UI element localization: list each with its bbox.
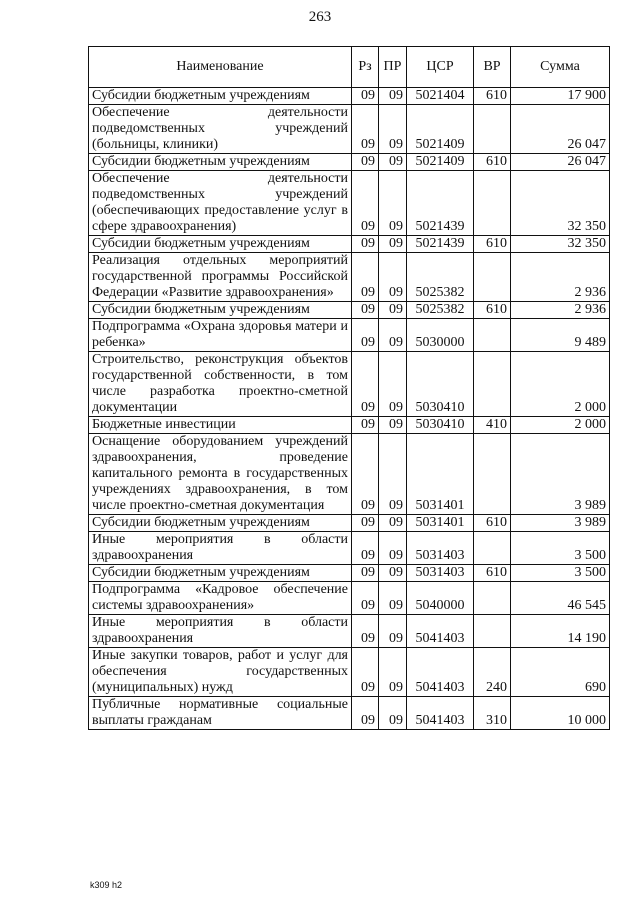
cell-csr: 5031401	[407, 515, 474, 532]
cell-sum: 10 000	[511, 697, 610, 730]
cell-csr: 5030410	[407, 417, 474, 434]
table-row	[89, 171, 610, 236]
cell-csr: 5021439	[407, 171, 474, 236]
table-header-row	[89, 47, 610, 88]
cell-rz: 09	[352, 515, 379, 532]
table-row	[89, 565, 610, 582]
table-row	[89, 532, 610, 565]
cell-name: Оснащение оборудованием учреждений здравоохранения, проведение капитального ремонта в государственных учреждениях здравоохранения, в том числе проектно-сметная документация	[89, 434, 352, 515]
cell-sum: 3 989	[511, 515, 610, 532]
cell-sum: 690	[511, 648, 610, 697]
cell-sum: 2 000	[511, 352, 610, 417]
cell-pr: 09	[379, 171, 407, 236]
cell-name: Иные мероприятия в области здравоохранения	[89, 615, 352, 648]
cell-rz: 09	[352, 352, 379, 417]
cell-vr: 610	[474, 236, 511, 253]
table-row	[89, 88, 610, 105]
cell-csr: 5025382	[407, 253, 474, 302]
cell-csr: 5025382	[407, 302, 474, 319]
cell-rz: 09	[352, 532, 379, 565]
cell-csr: 5021409	[407, 105, 474, 154]
cell-pr: 09	[379, 319, 407, 352]
cell-pr: 09	[379, 253, 407, 302]
cell-name: Субсидии бюджетным учреждениям	[89, 236, 352, 253]
cell-sum: 2 000	[511, 417, 610, 434]
header-vr: ВР	[474, 47, 511, 88]
cell-pr: 09	[379, 105, 407, 154]
table-row	[89, 515, 610, 532]
cell-rz: 09	[352, 105, 379, 154]
cell-name: Иные мероприятия в области здравоохранения	[89, 532, 352, 565]
table-row	[89, 236, 610, 253]
header-name: Наименование	[89, 47, 352, 88]
cell-name: Субсидии бюджетным учреждениям	[89, 302, 352, 319]
cell-pr: 09	[379, 236, 407, 253]
cell-sum: 26 047	[511, 105, 610, 154]
cell-rz: 09	[352, 565, 379, 582]
cell-sum: 3 989	[511, 434, 610, 515]
cell-pr: 09	[379, 302, 407, 319]
cell-name: Субсидии бюджетным учреждениям	[89, 515, 352, 532]
cell-vr: 310	[474, 697, 511, 730]
cell-sum: 46 545	[511, 582, 610, 615]
cell-csr: 5031403	[407, 532, 474, 565]
cell-pr: 09	[379, 154, 407, 171]
cell-sum: 2 936	[511, 302, 610, 319]
cell-rz: 09	[352, 582, 379, 615]
cell-sum: 32 350	[511, 171, 610, 236]
cell-rz: 09	[352, 302, 379, 319]
table-row	[89, 582, 610, 615]
cell-name: Реализация отдельных мероприятий государственной программы Российской Федерации «Развитие здравоохранения»	[89, 253, 352, 302]
cell-rz: 09	[352, 171, 379, 236]
header-pr: ПР	[379, 47, 407, 88]
table-row	[89, 434, 610, 515]
cell-name: Подпрограмма «Охрана здоровья матери и ребенка»	[89, 319, 352, 352]
table-row	[89, 648, 610, 697]
table-row	[89, 352, 610, 417]
cell-pr: 09	[379, 532, 407, 565]
cell-vr	[474, 582, 511, 615]
cell-name: Подпрограмма «Кадровое обеспечение системы здравоохранения»	[89, 582, 352, 615]
cell-rz: 09	[352, 154, 379, 171]
cell-vr	[474, 352, 511, 417]
cell-vr: 610	[474, 154, 511, 171]
cell-csr: 5021439	[407, 236, 474, 253]
cell-pr: 09	[379, 434, 407, 515]
cell-csr: 5021404	[407, 88, 474, 105]
cell-csr: 5030410	[407, 352, 474, 417]
cell-csr: 5030000	[407, 319, 474, 352]
table-row	[89, 302, 610, 319]
cell-name: Субсидии бюджетным учреждениям	[89, 565, 352, 582]
cell-name: Строительство, реконструкция объектов государственной собственности, в том числе разработка проектно-сметной документации	[89, 352, 352, 417]
table-row	[89, 417, 610, 434]
table-row	[89, 615, 610, 648]
cell-vr: 410	[474, 417, 511, 434]
cell-vr: 610	[474, 302, 511, 319]
cell-vr: 240	[474, 648, 511, 697]
cell-rz: 09	[352, 434, 379, 515]
cell-vr	[474, 434, 511, 515]
cell-pr: 09	[379, 697, 407, 730]
cell-name: Обеспечение деятельности подведомственных учреждений (обеспечивающих предоставление услуг в сфере здравоохранения)	[89, 171, 352, 236]
cell-vr	[474, 532, 511, 565]
cell-rz: 09	[352, 615, 379, 648]
cell-pr: 09	[379, 352, 407, 417]
cell-pr: 09	[379, 582, 407, 615]
cell-rz: 09	[352, 236, 379, 253]
cell-csr: 5040000	[407, 582, 474, 615]
cell-rz: 09	[352, 88, 379, 105]
cell-name: Субсидии бюджетным учреждениям	[89, 88, 352, 105]
cell-sum: 3 500	[511, 532, 610, 565]
cell-rz: 09	[352, 319, 379, 352]
cell-pr: 09	[379, 417, 407, 434]
cell-name: Обеспечение деятельности подведомственных учреждений (больницы, клиники)	[89, 105, 352, 154]
table-row	[89, 253, 610, 302]
table-row	[89, 154, 610, 171]
cell-sum: 14 190	[511, 615, 610, 648]
cell-sum: 17 900	[511, 88, 610, 105]
cell-sum: 9 489	[511, 319, 610, 352]
cell-vr: 610	[474, 515, 511, 532]
cell-vr	[474, 253, 511, 302]
cell-pr: 09	[379, 615, 407, 648]
cell-sum: 2 936	[511, 253, 610, 302]
cell-sum: 26 047	[511, 154, 610, 171]
table-row	[89, 697, 610, 730]
cell-name: Субсидии бюджетным учреждениям	[89, 154, 352, 171]
cell-rz: 09	[352, 417, 379, 434]
cell-pr: 09	[379, 88, 407, 105]
cell-name: Бюджетные инвестиции	[89, 417, 352, 434]
cell-pr: 09	[379, 565, 407, 582]
cell-csr: 5031403	[407, 565, 474, 582]
cell-sum: 32 350	[511, 236, 610, 253]
cell-pr: 09	[379, 515, 407, 532]
header-sum: Сумма	[511, 47, 610, 88]
cell-csr: 5021409	[407, 154, 474, 171]
table-row	[89, 105, 610, 154]
table-row	[89, 319, 610, 352]
cell-vr	[474, 319, 511, 352]
cell-vr: 610	[474, 88, 511, 105]
cell-csr: 5041403	[407, 615, 474, 648]
budget-table	[88, 46, 610, 730]
cell-csr: 5041403	[407, 697, 474, 730]
cell-name: Публичные нормативные социальные выплаты гражданам	[89, 697, 352, 730]
header-rz: Рз	[352, 47, 379, 88]
cell-vr: 610	[474, 565, 511, 582]
cell-pr: 09	[379, 648, 407, 697]
cell-rz: 09	[352, 253, 379, 302]
footer-code: k309 h2	[90, 880, 123, 890]
header-csr: ЦСР	[407, 47, 474, 88]
cell-rz: 09	[352, 697, 379, 730]
cell-csr: 5041403	[407, 648, 474, 697]
cell-vr	[474, 615, 511, 648]
cell-sum: 3 500	[511, 565, 610, 582]
cell-rz: 09	[352, 648, 379, 697]
cell-vr	[474, 105, 511, 154]
cell-vr	[474, 171, 511, 236]
page-number: 263	[308, 9, 332, 25]
cell-name: Иные закупки товаров, работ и услуг для обеспечения государственных (муниципальных) нужд	[89, 648, 352, 697]
cell-csr: 5031401	[407, 434, 474, 515]
